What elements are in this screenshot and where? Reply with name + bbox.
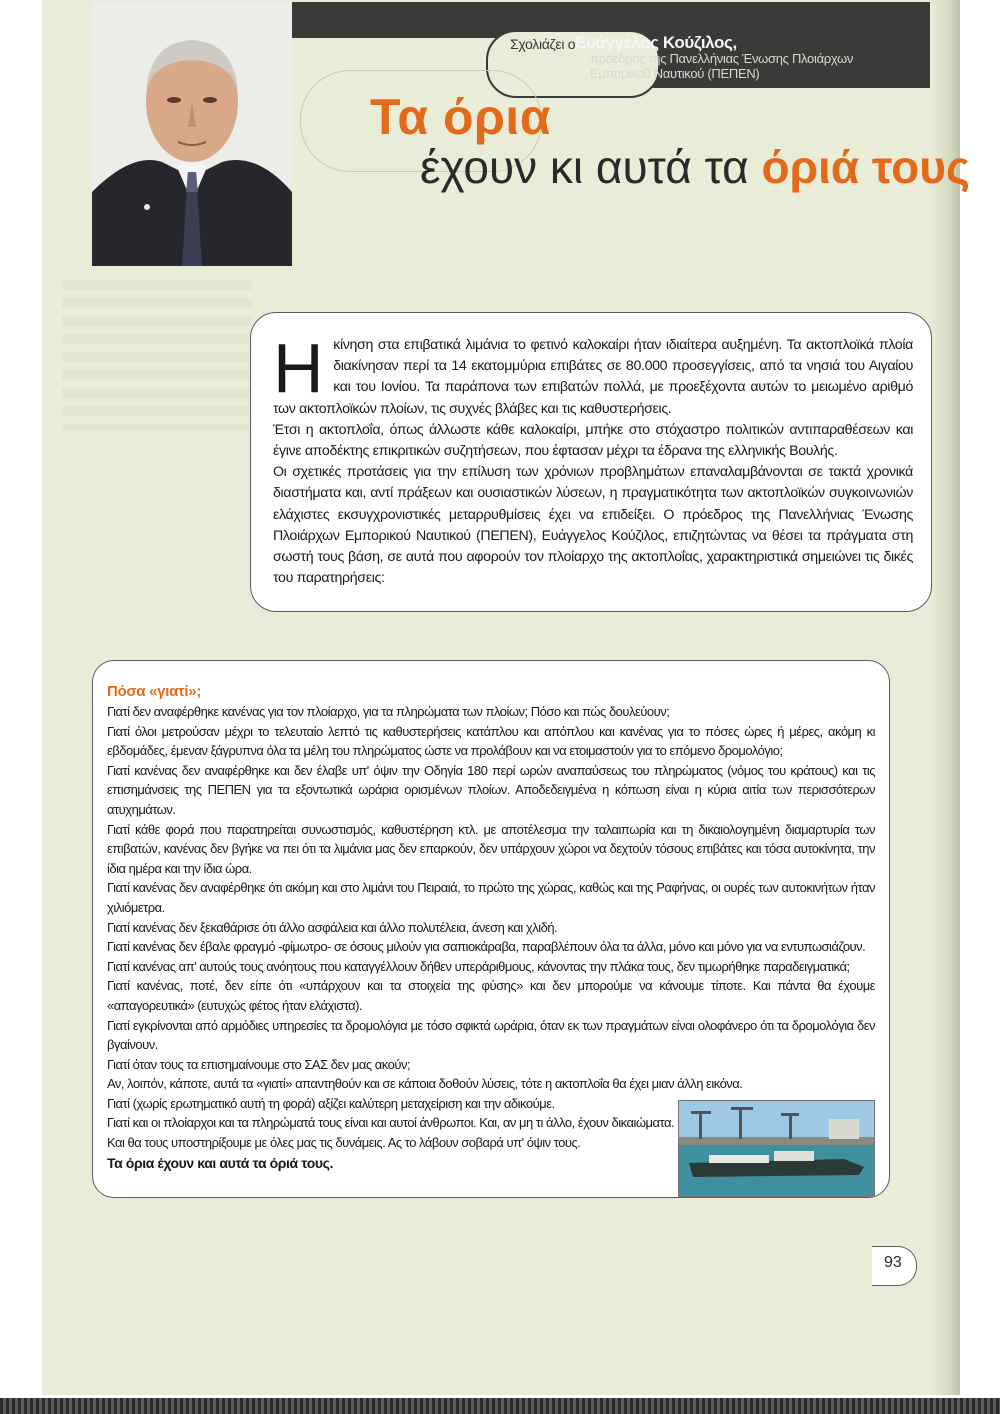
background-faded-text [62, 280, 252, 430]
question-item: Γιατί (χωρίς ερωτηματικό αυτή τη φορά) αξίζει καλύτερη μεταχείριση και την αδικούμε. [107, 1095, 555, 1111]
question-item: Γιατί και οι πλοίαρχοι και τα πληρώματά τους είναι και αυτοί άνθρωποι. Και, αν μη τι άλλο, έχουν δικαιώματα. [107, 1115, 675, 1131]
author-role-line1: πρόεδρος της Πανελλήνιας Ένωσης Πλοιάρχων [590, 51, 854, 66]
comment-by-label: Σχολιάζει ο [510, 36, 576, 52]
questions-heading: Πόσα «γιατί»; [107, 683, 202, 700]
question-item: Γιατί δεν αναφέρθηκε κανένας για τον πλοίαρχο, για τα πληρώματα των πλοίων; Πόσο και πώς δουλεύουν; [107, 704, 670, 719]
intro-text-box [250, 312, 932, 612]
questions-list [107, 702, 875, 1153]
question-item: Γιατί κάθε φορά που παρατηρείται συνωστισμός, καθυστέρηση κτλ. με αποτέλεσμα την ταλαιπωρία και τη δικαιολογημένη διαμαρτυρία των επιβατών, κανένας δεν βγήκε να πει ότι τα λιμάνια μας δεν επαρκούν, δεν υπάρχουν χώροι να δεχτούν τόσους επιβάτες και τόσα αυτοκίνητα, την ίδια ημέρα και την ίδια ώρα. [107, 821, 875, 876]
title-line2-start: έχουν κι αυτά τα [420, 141, 762, 193]
question-item: Γιατί κανένας δεν αναφέρθηκε και δεν έλαβε υπ' όψιν την Οδηγία 180 περί ωρών αναπαύσεως του πληρώματος (νόμος του κράτους) και τις επισημάνσεις της ΠΕΠΕΝ για τα εξοντωτικά ωράρια ορισμένων πλοίων. Αποδεδειγμένα η κόπωση είναι η κύρια αιτία των περισσότερων ατυχημάτων. [107, 762, 875, 817]
article-title-line2 [420, 140, 970, 194]
author-role-line2: Εμπορικού Ναυτικού (ΠΕΠΕΝ) [590, 66, 760, 81]
drop-cap: Η [273, 329, 324, 407]
closing-statement: Τα όρια έχουν και αυτά τα όριά τους. [107, 1154, 333, 1171]
intro-paragraph-3: Οι σχετικές προτάσεις για την επίλυση των χρόνιων προβλημάτων επαναλαμβάνονται σε τακτά χρονικά διαστήματα και, αντί πράξεων και ουσιαστικών λύσεων, η πραγματικότητα των ακτοπλοϊκών συγκοινωνιών ελάχιστες εκσυγχρονιστικές μεταρρυθμίσεις έχει να επιδείξει. Ο πρόεδρος της Πανελλήνιας Ένωσης Πλοιάρχων Εμπορικού Ναυτικού (ΠΕΠΕΝ), Ευάγγελος Κούζιλος, επιζητώντας να θέσει τα πράγματα στη σωστή τους βάση, σε αυτά που αφορούν τον πλοίαρχο της ακτοπλοΐας, χαρακτηριστικά σημειώνει τις δικές του παρατηρήσεις: [273, 464, 913, 587]
page-fold-shadow [930, 0, 960, 1395]
question-item: Γιατί κανένας δεν ξεκαθάρισε ότι άλλο ασφάλεια και άλλο πολυτέλεια, άνεση και χλιδή. [107, 919, 558, 935]
author-role [590, 51, 853, 81]
intro-paragraph-2: Έτσι η ακτοπλοΐα, όπως άλλωστε κάθε καλοκαίρι, μπήκε στο στόχαστρο πολιτικών αντιπαραθέσεων και έγινε αποδέκτης επικριτικών συζητήσεων, που έφτασαν μέχρι τα έδρανα της ελληνικής Βουλής. [273, 421, 913, 460]
author-name: Ευάγγελος Κούζιλος, [575, 33, 737, 52]
question-item: Γιατί κανένας δεν έβαλε φραγμό -φίμωτρο- σε όσους μιλούν για σαπιοκάραβα, παραβλέπουν όλα τα άλλα, μόνο και μόνο για να εντυπωσιάζουν. [107, 939, 866, 955]
port-ship-photo [678, 1100, 875, 1197]
intro-paragraph-1: κίνηση στα επιβατικά λιμάνια το φετινό καλοκαίρι ήταν ιδιαίτερα αυξημένη. Τα ακτοπλοϊκά πλοία διακίνησαν περί τα 14 εκατομμύρια επιβάτες σε 80.000 προσεγγίσεις, από τα νησιά του Αιγαίου και του Ιονίου. Τα παράπονα των επιβατών πολλά, με προεξέχοντα αυτών το μειωμένο αριθμό των ακτοπλοϊκών πλοίων, τις συχνές βλάβες και τις καθυστερήσεις. [273, 337, 913, 417]
title-line2-accent: όριά τους [761, 141, 970, 193]
portrait-illustration [92, 2, 292, 266]
ship-illustration [679, 1101, 874, 1196]
question-item: Γιατί όταν τους τα επισημαίνουμε στο ΣΑΣ δεν μας ακούν; [107, 1056, 411, 1072]
author-portrait-photo [92, 2, 292, 266]
question-item: Γιατί όλοι μετρούσαν μέχρι το τελευταίο λεπτό τις καθυστερήσεις κατάπλου και απόπλου και κανένας για το πόσες ώρες ή μέρες, ακόμη κι εβδομάδες, έμεναν ξάγρυπνα όλα τα μέλη του πληρώματος ώστε να προλάβουν και να ετοιμαστούν για το επόμενο δρομολόγιο; [107, 723, 875, 759]
question-item: Και θα τους υποστηρίξουμε με όλες μας τις δυνάμεις. Ας το λάβουν σοβαρά υπ' όψιν τους. [107, 1135, 581, 1151]
scan-bottom-edge [0, 1398, 1000, 1414]
question-item: Γιατί κανένας δεν αναφέρθηκε ότι ακόμη και στο λιμάνι του Πειραιά, το πρώτο της χώρας, καθώς και της Ραφήνας, οι ουρές των αυτοκινήτων ήταν χιλιόμετρα. [107, 880, 875, 915]
page-number: 93 [884, 1254, 902, 1271]
question-item: Γιατί κανένας, ποτέ, δεν είπε ότι «υπάρχουν και τα στοιχεία της φύσης» και δεν μπορούμε να κάνουμε τίποτε. Και πάντα θα έχουμε «απαγορευτικά» (ευτυχώς φέτος ήταν ελάχιστα). [107, 978, 875, 1013]
question-item: Γιατί κανένας απ' αυτούς τους ανόητους που καταγγέλλουν δήθεν υπεράριθμους, κάνοντας την πλάκα τους, δεν τιμωρήθηκε παραδειγματικά; [107, 958, 850, 974]
intro-text [273, 329, 913, 589]
question-item: Αν, λοιπόν, κάποτε, αυτά τα «γιατί» απαντηθούν και σε κάποια δοθούν λύσεις, τότε η ακτοπλοΐα θα έχει μιαν άλλη εικόνα. [107, 1076, 743, 1092]
question-item: Γιατί εγκρίνονται από αρμόδιες υπηρεσίες τα δρομολόγια με τόσο σφικτά ωράρια, όταν εκ των πραγμάτων είναι ολοφάνερο ότι τα δρομολόγια δεν βγαίνουν. [107, 1017, 875, 1053]
article-title-line1: Τα όρια [370, 89, 552, 145]
